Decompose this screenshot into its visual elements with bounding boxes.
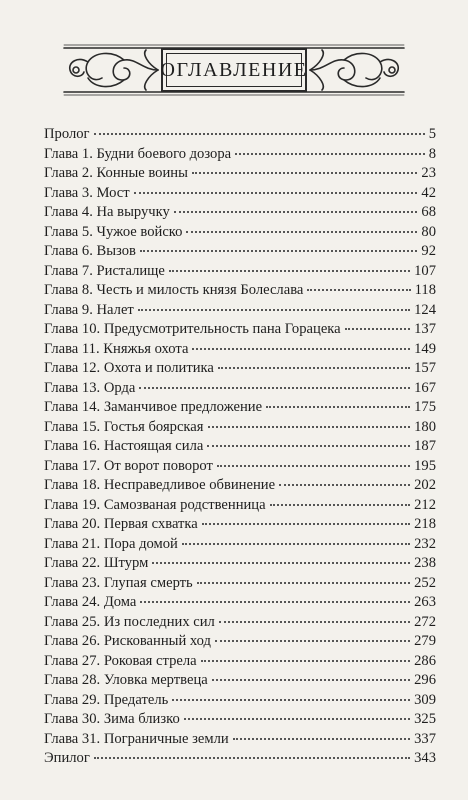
toc-entry-page: 175 xyxy=(414,399,436,415)
dot-leader xyxy=(152,562,410,564)
toc-entry-page: 272 xyxy=(414,613,436,630)
dot-leader xyxy=(219,621,410,623)
toc-entry-title: Пролог xyxy=(44,126,90,142)
toc-entry xyxy=(44,710,436,730)
toc-entry-title: Глава 5. Чужое войско xyxy=(44,223,183,240)
toc-entry-title: Глава 17. От ворот поворот xyxy=(44,457,213,474)
title-frame xyxy=(161,48,307,92)
toc-entry-title: Глава 25. Из последних сил xyxy=(44,613,215,630)
toc-entry xyxy=(44,164,436,184)
toc-entry xyxy=(44,457,436,477)
toc-entry-title: Глава 28. Уловка мертвеца xyxy=(44,672,208,688)
toc-entry-page: 107 xyxy=(414,262,436,279)
toc-entry-title: Глава 3. Мост xyxy=(44,184,130,201)
toc-entry-page: 80 xyxy=(421,223,436,240)
toc-entry xyxy=(44,691,436,711)
toc-entry-page: 309 xyxy=(414,691,436,708)
toc-entry-page: 252 xyxy=(414,574,436,591)
toc-entry xyxy=(44,496,436,516)
toc-entry-page: 286 xyxy=(414,652,436,669)
page-title: ОГЛАВЛЕНИЕ xyxy=(160,58,308,81)
dot-leader xyxy=(207,445,410,447)
dot-leader xyxy=(217,465,410,467)
toc-entry xyxy=(44,184,436,204)
toc-entry-page: 180 xyxy=(414,418,436,435)
toc-entry-title: Глава 13. Орда xyxy=(44,379,136,396)
toc-entry-title: Глава 21. Пора домой xyxy=(44,535,178,552)
toc-entry xyxy=(44,398,436,418)
toc-entry-title: Глава 30. Зима близко xyxy=(44,711,180,727)
toc-entry xyxy=(44,242,436,262)
dot-leader xyxy=(172,699,410,701)
title-ornament xyxy=(58,28,410,114)
toc-entry-page: 238 xyxy=(414,555,436,571)
toc-entry-title: Глава 2. Конные воины xyxy=(44,165,188,181)
dot-leader xyxy=(134,192,418,194)
toc-entry xyxy=(44,476,436,496)
dot-leader xyxy=(192,172,418,174)
dot-leader xyxy=(174,211,418,213)
toc-entry xyxy=(44,574,436,594)
toc-entry-page: 195 xyxy=(414,457,436,474)
toc-entry xyxy=(44,340,436,360)
toc-entry xyxy=(44,262,436,282)
dot-leader xyxy=(140,601,410,603)
dot-leader xyxy=(279,484,410,486)
toc-entry-title: Глава 26. Рискованный ход xyxy=(44,633,211,649)
toc-entry xyxy=(44,730,436,750)
toc-entry-page: 337 xyxy=(414,730,436,747)
dot-leader xyxy=(233,738,410,740)
toc-entry-title: Глава 18. Несправедливое обвинение xyxy=(44,477,276,493)
toc-entry xyxy=(44,652,436,672)
dot-leader xyxy=(169,270,410,272)
toc-entry xyxy=(44,379,436,399)
toc-entry xyxy=(44,223,436,243)
toc-entry-title: Глава 6. Вызов xyxy=(44,243,136,259)
toc-entry-title: Глава 12. Охота и политика xyxy=(44,360,214,376)
toc-entry xyxy=(44,203,436,223)
toc-entry xyxy=(44,437,436,457)
toc-entry-title: Глава 7. Ристалище xyxy=(44,262,165,279)
dot-leader xyxy=(201,660,410,662)
toc-entry xyxy=(44,671,436,691)
toc-entry-page: 23 xyxy=(421,165,436,181)
toc-entry-page: 92 xyxy=(421,243,436,259)
toc-entry xyxy=(44,632,436,652)
toc-entry-title: Глава 11. Княжья охота xyxy=(44,340,189,357)
dot-leader xyxy=(197,582,410,584)
toc-entry-page: 202 xyxy=(414,477,436,493)
dot-leader xyxy=(235,153,425,155)
dot-leader xyxy=(94,757,410,759)
dot-leader xyxy=(218,367,410,369)
toc-entry-title: Глава 15. Гостья боярская xyxy=(44,418,204,435)
toc-entry-page: 5 xyxy=(428,126,436,142)
toc-entry-title: Глава 19. Самозваная родственница xyxy=(44,496,266,513)
toc-entry-title: Глава 16. Настоящая сила xyxy=(44,438,204,454)
toc-entry xyxy=(44,535,436,555)
toc-entry-title: Глава 24. Дома xyxy=(44,594,137,610)
toc-entry-title: Глава 1. Будни боевого дозора xyxy=(44,145,232,162)
toc-entry-page: 343 xyxy=(414,750,436,766)
toc-entry xyxy=(44,125,436,145)
dot-leader xyxy=(94,133,425,135)
dot-leader xyxy=(212,679,410,681)
dot-leader xyxy=(184,718,410,720)
toc-entry-page: 118 xyxy=(414,282,436,298)
toc-entry-title: Глава 29. Предатель xyxy=(44,691,169,708)
toc-entry-page: 137 xyxy=(414,321,436,337)
table-of-contents xyxy=(44,125,436,769)
toc-entry xyxy=(44,281,436,301)
toc-entry-title: Глава 27. Роковая стрела xyxy=(44,652,197,669)
toc-entry xyxy=(44,593,436,613)
toc-entry-page: 218 xyxy=(414,516,436,532)
toc-entry-page: 68 xyxy=(421,204,436,220)
dot-leader xyxy=(192,348,410,350)
toc-entry-page: 279 xyxy=(414,633,436,649)
toc-entry-page: 124 xyxy=(414,301,436,318)
toc-entry-title: Глава 14. Заманчивое предложение xyxy=(44,399,263,415)
toc-entry xyxy=(44,749,436,769)
dot-leader xyxy=(208,426,411,428)
toc-entry xyxy=(44,320,436,340)
toc-entry-title: Глава 20. Первая схватка xyxy=(44,516,198,532)
toc-entry xyxy=(44,613,436,633)
toc-entry xyxy=(44,418,436,438)
dot-leader xyxy=(202,523,410,525)
toc-entry-title: Глава 4. На выручку xyxy=(44,204,170,220)
dot-leader xyxy=(182,543,410,545)
dot-leader xyxy=(186,231,417,233)
dot-leader xyxy=(266,406,410,408)
toc-entry-page: 263 xyxy=(414,594,436,610)
dot-leader xyxy=(139,387,410,389)
toc-entry-title: Глава 31. Пограничные земли xyxy=(44,730,229,747)
toc-entry-title: Глава 8. Честь и милость князя Болеслава xyxy=(44,282,304,298)
toc-entry-page: 8 xyxy=(428,145,436,162)
toc-entry-title: Глава 10. Предусмотрительность пана Горацека xyxy=(44,321,341,337)
toc-entry-page: 212 xyxy=(414,496,436,513)
toc-entry xyxy=(44,145,436,165)
toc-entry xyxy=(44,554,436,574)
dot-leader xyxy=(307,289,410,291)
toc-entry-page: 296 xyxy=(414,672,436,688)
toc-entry-title: Глава 22. Штурм xyxy=(44,555,149,571)
toc-entry-page: 187 xyxy=(414,438,436,454)
toc-entry-page: 325 xyxy=(414,711,436,727)
dot-leader xyxy=(138,309,410,311)
toc-entry-page: 232 xyxy=(414,535,436,552)
toc-entry xyxy=(44,515,436,535)
toc-entry-page: 157 xyxy=(414,360,436,376)
toc-entry-page: 42 xyxy=(421,184,436,201)
dot-leader xyxy=(140,250,417,252)
toc-entry xyxy=(44,301,436,321)
toc-entry-page: 149 xyxy=(414,340,436,357)
toc-entry-title: Глава 23. Глупая смерть xyxy=(44,574,193,591)
dot-leader xyxy=(345,328,410,330)
toc-entry-title: Эпилог xyxy=(44,750,90,766)
toc-entry-page: 167 xyxy=(414,379,436,396)
toc-entry xyxy=(44,359,436,379)
toc-entry-title: Глава 9. Налет xyxy=(44,301,134,318)
dot-leader xyxy=(270,504,411,506)
dot-leader xyxy=(215,640,410,642)
